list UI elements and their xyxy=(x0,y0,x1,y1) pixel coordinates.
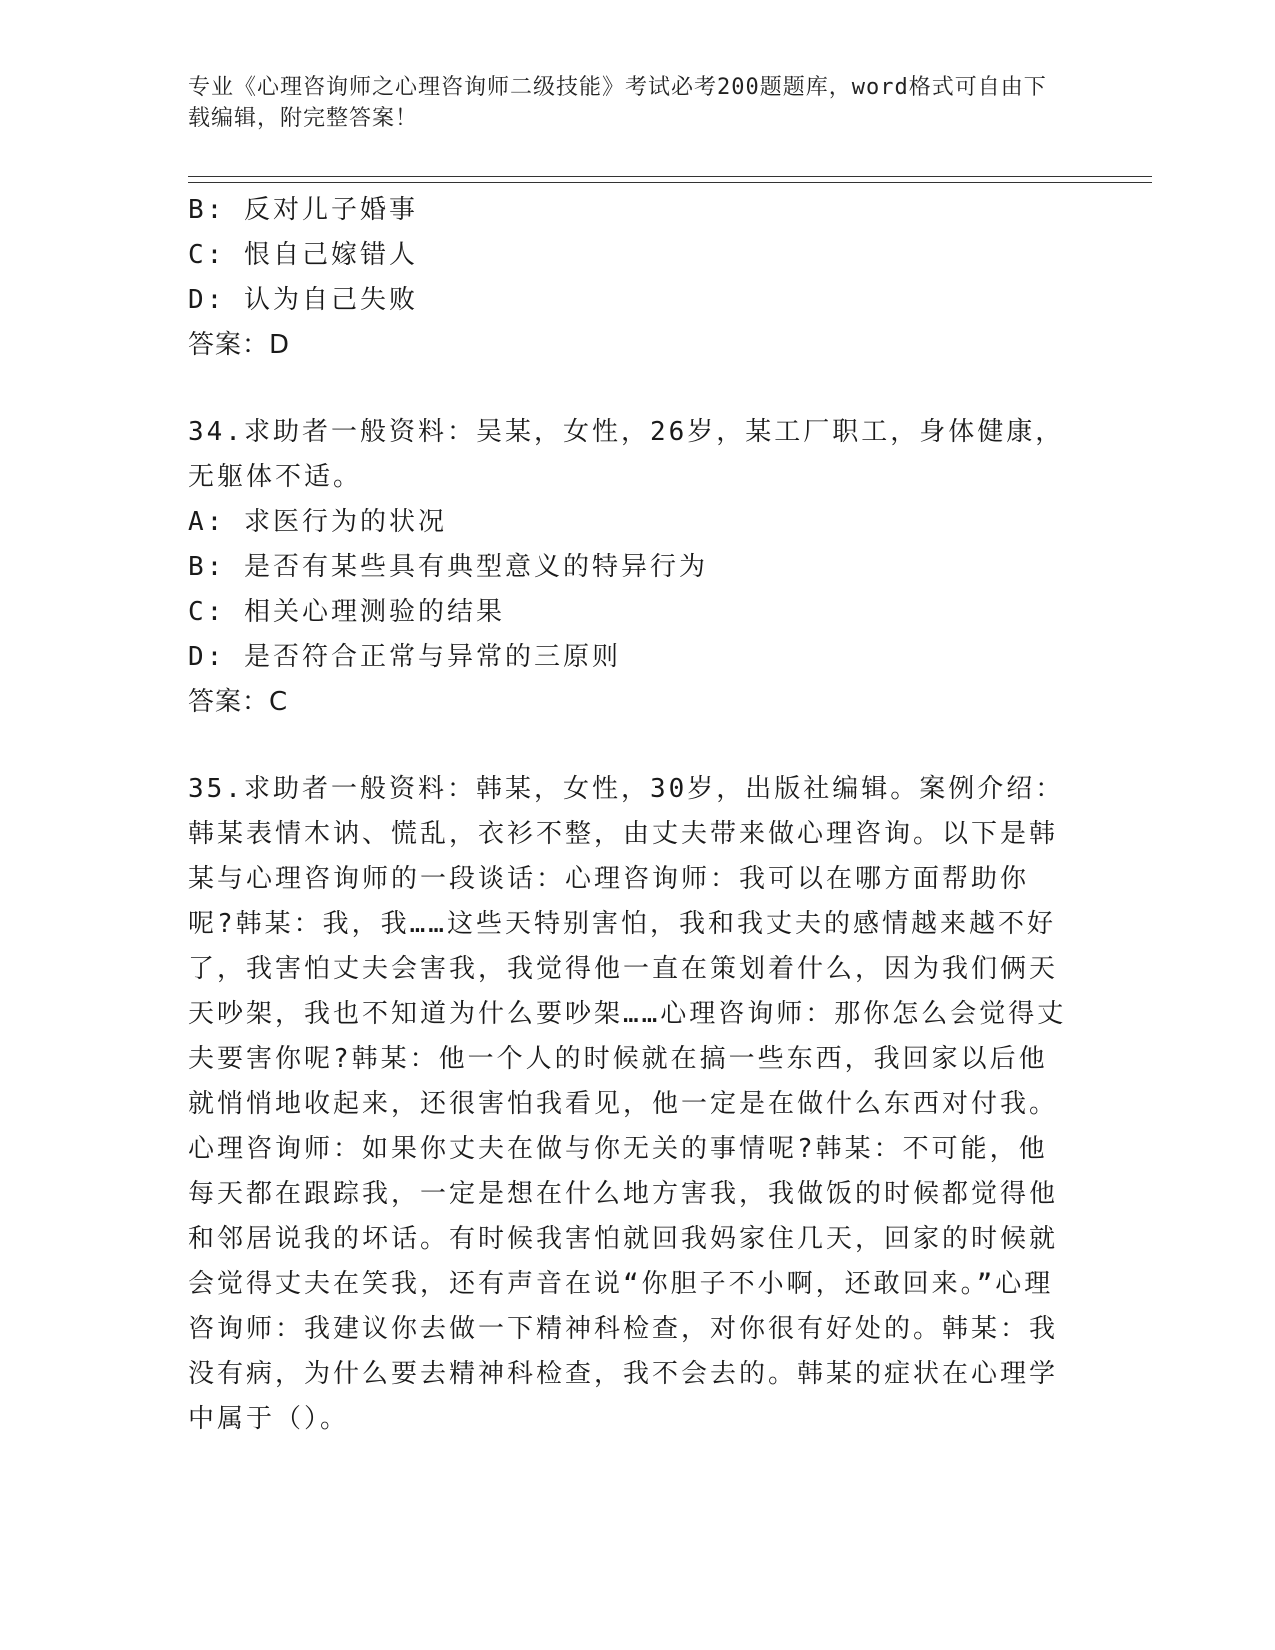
document-header: 专业《心理咨询师之心理咨询师二级技能》考试必考200题题库，word格式可自由下载编辑，附完整答案！ xyxy=(188,75,1047,131)
spacer xyxy=(188,368,1088,410)
option-b: B: 反对儿子婚事 xyxy=(188,195,418,225)
question-34-stem: 34.求助者一般资料：吴某，女性，26岁，某工厂职工，身体健康，无躯体不适。 xyxy=(188,417,1065,492)
q34-option-c: C: 相关心理测验的结果 xyxy=(188,597,505,627)
option-d: D: 认为自己失败 xyxy=(188,285,418,315)
header-divider xyxy=(188,176,1152,183)
answer-line: 答案：D xyxy=(188,330,291,360)
option-c: C: 恨自己嫁错人 xyxy=(188,240,418,270)
q34-option-d: D: 是否符合正常与异常的三原则 xyxy=(188,642,621,672)
question-content xyxy=(188,188,1088,1442)
q34-option-a: A: 求医行为的状况 xyxy=(188,507,447,537)
q34-option-b: B: 是否有某些具有典型意义的特异行为 xyxy=(188,552,708,582)
spacer xyxy=(188,725,1088,767)
q34-answer: 答案：C xyxy=(188,687,289,717)
question-35-stem: 35.求助者一般资料：韩某，女性，30岁，出版社编辑。案例介绍：韩某表情木讷、慌乱，衣衫不整，由丈夫带来做心理咨询。以下是韩某与心理咨询师的一段谈话：心理咨询师：我可以在哪方面帮助你呢?韩某：我，我……这些天特别害怕，我和我丈夫的感情越来越不好了，我害怕丈夫会害我，我觉得他一直在策划着什么，因为我们俩天天吵架，我也不知道为什么要吵架……心理咨询师：那你怎么会觉得丈夫要害你呢?韩某：他一个人的时候就在搞一些东西，我回家以后他就悄悄地收起来，还很害怕我看见，他一定是在做什么东西对付我。心理咨询师：如果你丈夫在做与你无关的事情呢?韩某：不可能，他每天都在跟踪我，一定是想在什么地方害我，我做饭的时候都觉得他和邻居说我的坏话。有时候我害怕就回我妈家住几天，回家的时候就会觉得丈夫在笑我，还有声音在说“你胆子不小啊，还敢回来。”心理咨询师：我建议你去做一下精神科检查，对你很有好处的。韩某：我没有病，为什么要去精神科检查，我不会去的。韩某的症状在心理学中属于（）。 xyxy=(188,774,1067,1434)
